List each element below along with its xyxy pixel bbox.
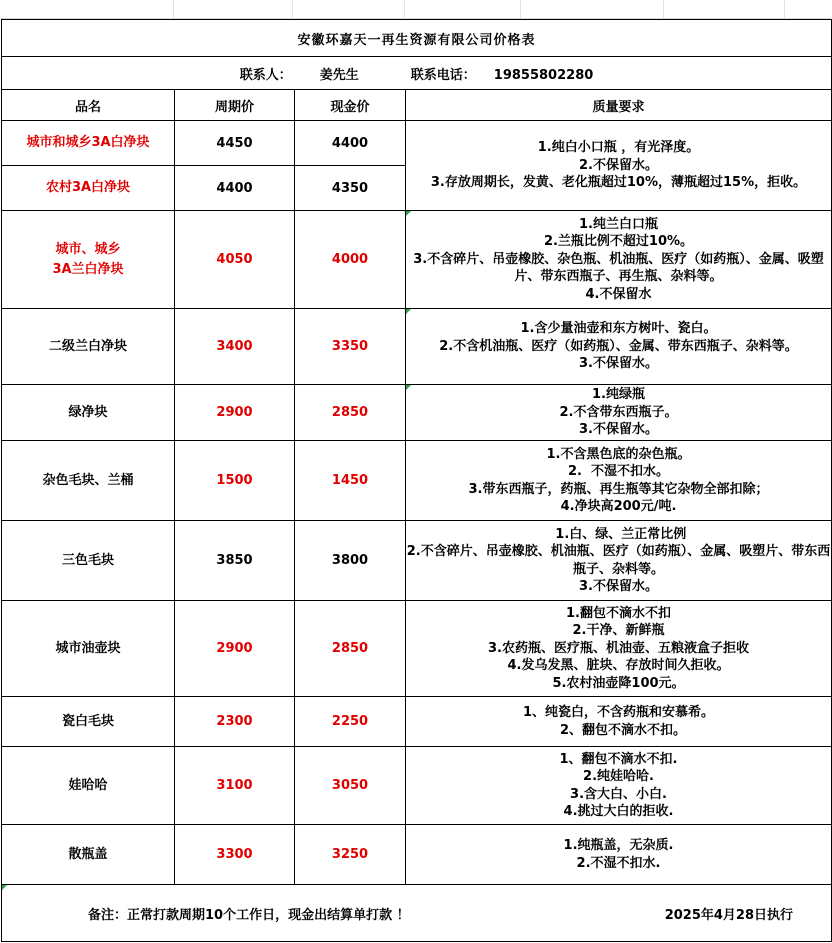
requirement-line: 3.农药瓶、医疗瓶、机油壶、五粮液盒子拒收 — [488, 640, 749, 656]
quality-requirement — [406, 697, 832, 747]
contact-person: 姜先生 — [319, 67, 359, 83]
footer-note: 备注：正常打款周期10个工作日，现金出结算单打款 ！ — [88, 908, 410, 923]
requirement-line: 1.不含黑色底的杂色瓶。 — [546, 446, 691, 462]
cash-price: 2850 — [295, 601, 406, 697]
product-name-line: 3A兰白净块 — [52, 261, 124, 277]
effective-date: 2025年4月28日执行 — [664, 908, 794, 923]
requirement-line: 2.不保留水。 — [579, 157, 658, 173]
requirement-line: 4.净块高200元/吨. — [560, 499, 677, 514]
requirement-line: 3.不保留水。 — [579, 422, 658, 438]
quality-requirement — [406, 601, 832, 697]
cash-price: 4350 — [295, 166, 406, 211]
cash-price: 1450 — [295, 441, 406, 521]
requirement-line: 2. 不湿不扣水。 — [567, 464, 670, 479]
product-name: 三色毛块 — [2, 521, 175, 601]
header-row — [2, 90, 832, 121]
table-row — [2, 211, 832, 309]
requirement-line: 4.发乌发黑、脏块、存放时间久拒收。 — [507, 658, 730, 674]
period-price: 3400 — [175, 309, 295, 385]
spreadsheet-grid-strip — [0, 0, 832, 18]
table-row — [2, 309, 832, 385]
quality-requirement — [406, 309, 832, 385]
table-row — [2, 441, 832, 521]
page-title: 安徽环嘉天一再生资源有限公司价格表 — [2, 20, 832, 57]
requirement-line: 3.不含碎片、吊壶橡胶、杂色瓶、机油瓶、医疗（如药瓶）、金属、吸塑片、带东西瓶子、再生瓶、杂料等。 — [413, 251, 824, 285]
requirement-line: 2.不湿不扣水. — [576, 855, 661, 871]
requirement-line: 1、翻包不滴水不扣. — [559, 751, 678, 767]
requirement-line: 1.纯绿瓶 — [592, 387, 645, 403]
requirement-line: 5.农村油壶降100元。 — [552, 675, 685, 691]
cash-price: 3800 — [295, 521, 406, 601]
contact-row — [2, 57, 832, 90]
product-name: 杂色毛块、兰桶 — [2, 441, 175, 521]
product-name: 农村3A白净块 — [2, 166, 175, 211]
requirement-line: 3.不保留水。 — [579, 579, 658, 594]
requirement-line: 2.不含碎片、吊壶橡胶、机油瓶、医疗（如药瓶）、金属、吸塑片、带东西瓶子、杂料等。 — [406, 544, 831, 577]
table-row — [2, 121, 832, 166]
footer-row — [2, 885, 832, 942]
requirement-line: 3.不保留水。 — [579, 356, 658, 372]
requirement-line: 1、纯瓷白，不含药瓶和安慕希。 — [522, 705, 715, 720]
requirement-line: 4.不保留水 — [585, 286, 652, 302]
period-price: 2900 — [175, 601, 295, 697]
product-name-line: 城市、城乡 — [55, 241, 121, 257]
contact-person-label: 联系人： — [239, 67, 292, 83]
requirement-line: 3.带东西瓶子，药瓶、再生瓶等其它杂物全部扣除； — [468, 481, 769, 497]
requirement-line: 3.含大白、小白. — [570, 786, 667, 802]
period-price: 3100 — [175, 747, 295, 825]
cell-comment-marker — [406, 309, 411, 314]
requirement-line: 2.兰瓶比例不超过10%。 — [543, 234, 694, 250]
product-name: 绿净块 — [2, 385, 175, 441]
quality-requirement — [406, 385, 832, 441]
cash-price: 3050 — [295, 747, 406, 825]
table-row — [2, 521, 832, 601]
quality-requirement — [406, 747, 832, 825]
table-row — [2, 601, 832, 697]
contact-phone: 19855802280 — [493, 67, 594, 83]
cell-comment-marker — [2, 885, 7, 890]
cell-comment-marker — [406, 385, 411, 390]
header-name: 品名 — [2, 90, 175, 121]
cash-price: 4400 — [295, 121, 406, 166]
quality-requirement — [406, 825, 832, 885]
product-name — [2, 211, 175, 309]
cash-price: 4000 — [295, 211, 406, 309]
period-price: 1500 — [175, 441, 295, 521]
product-name: 城市和城乡3A白净块 — [2, 121, 175, 166]
product-name: 城市油壶块 — [2, 601, 175, 697]
requirement-line: 4.挑过大白的拒收. — [563, 804, 674, 819]
header-cash-price: 现金价 — [295, 90, 406, 121]
requirement-line: 2.不含机油瓶、医疗（如药瓶）、金属、带东西瓶子、杂料等。 — [439, 338, 798, 354]
cash-price: 2250 — [295, 697, 406, 747]
period-price: 3850 — [175, 521, 295, 601]
product-name: 瓷白毛块 — [2, 697, 175, 747]
requirement-line: 1.纯白小口瓶 ，有光泽度。 — [537, 140, 700, 156]
cash-price: 3250 — [295, 825, 406, 885]
product-name: 娃哈哈 — [2, 747, 175, 825]
requirement-line: 1.含少量油壶和东方树叶、瓷白。 — [520, 321, 717, 337]
cash-price: 2850 — [295, 385, 406, 441]
header-period-price: 周期价 — [175, 90, 295, 121]
period-price: 2300 — [175, 697, 295, 747]
period-price: 4050 — [175, 211, 295, 309]
price-table — [1, 19, 832, 942]
period-price: 4400 — [175, 166, 295, 211]
requirement-line: 1.纯兰白口瓶 — [579, 216, 658, 232]
contact-phone-label: 联系电话： — [410, 67, 476, 83]
product-name: 二级兰白净块 — [2, 309, 175, 385]
period-price: 3300 — [175, 825, 295, 885]
quality-requirement — [406, 441, 832, 521]
requirement-line: 1.翻包不滴水不扣 — [566, 605, 671, 621]
quality-requirement — [406, 211, 832, 309]
quality-requirement — [406, 521, 832, 601]
requirement-line: 3.存放周期长，发黄、老化瓶超过10%，薄瓶超过15%，拒收。 — [430, 175, 807, 191]
header-quality: 质量要求 — [406, 90, 832, 121]
quality-requirement — [406, 121, 832, 211]
requirement-line: 2、翻包不滴水不扣。 — [550, 722, 687, 738]
requirement-line: 1.白、绿、兰正常比例 — [550, 526, 687, 542]
requirement-line: 2.不含带东西瓶子。 — [559, 404, 678, 420]
table-row — [2, 747, 832, 825]
cell-comment-marker — [406, 211, 411, 216]
table-row — [2, 697, 832, 747]
period-price: 2900 — [175, 385, 295, 441]
requirement-line: 2.纯娃哈哈. — [583, 769, 654, 784]
product-name: 散瓶盖 — [2, 825, 175, 885]
requirement-line: 1.纯瓶盖，无杂质. — [563, 838, 674, 853]
table-row — [2, 385, 832, 441]
cash-price: 3350 — [295, 309, 406, 385]
requirement-line: 2.干净、新鲜瓶 — [572, 623, 665, 639]
period-price: 4450 — [175, 121, 295, 166]
table-row — [2, 825, 832, 885]
